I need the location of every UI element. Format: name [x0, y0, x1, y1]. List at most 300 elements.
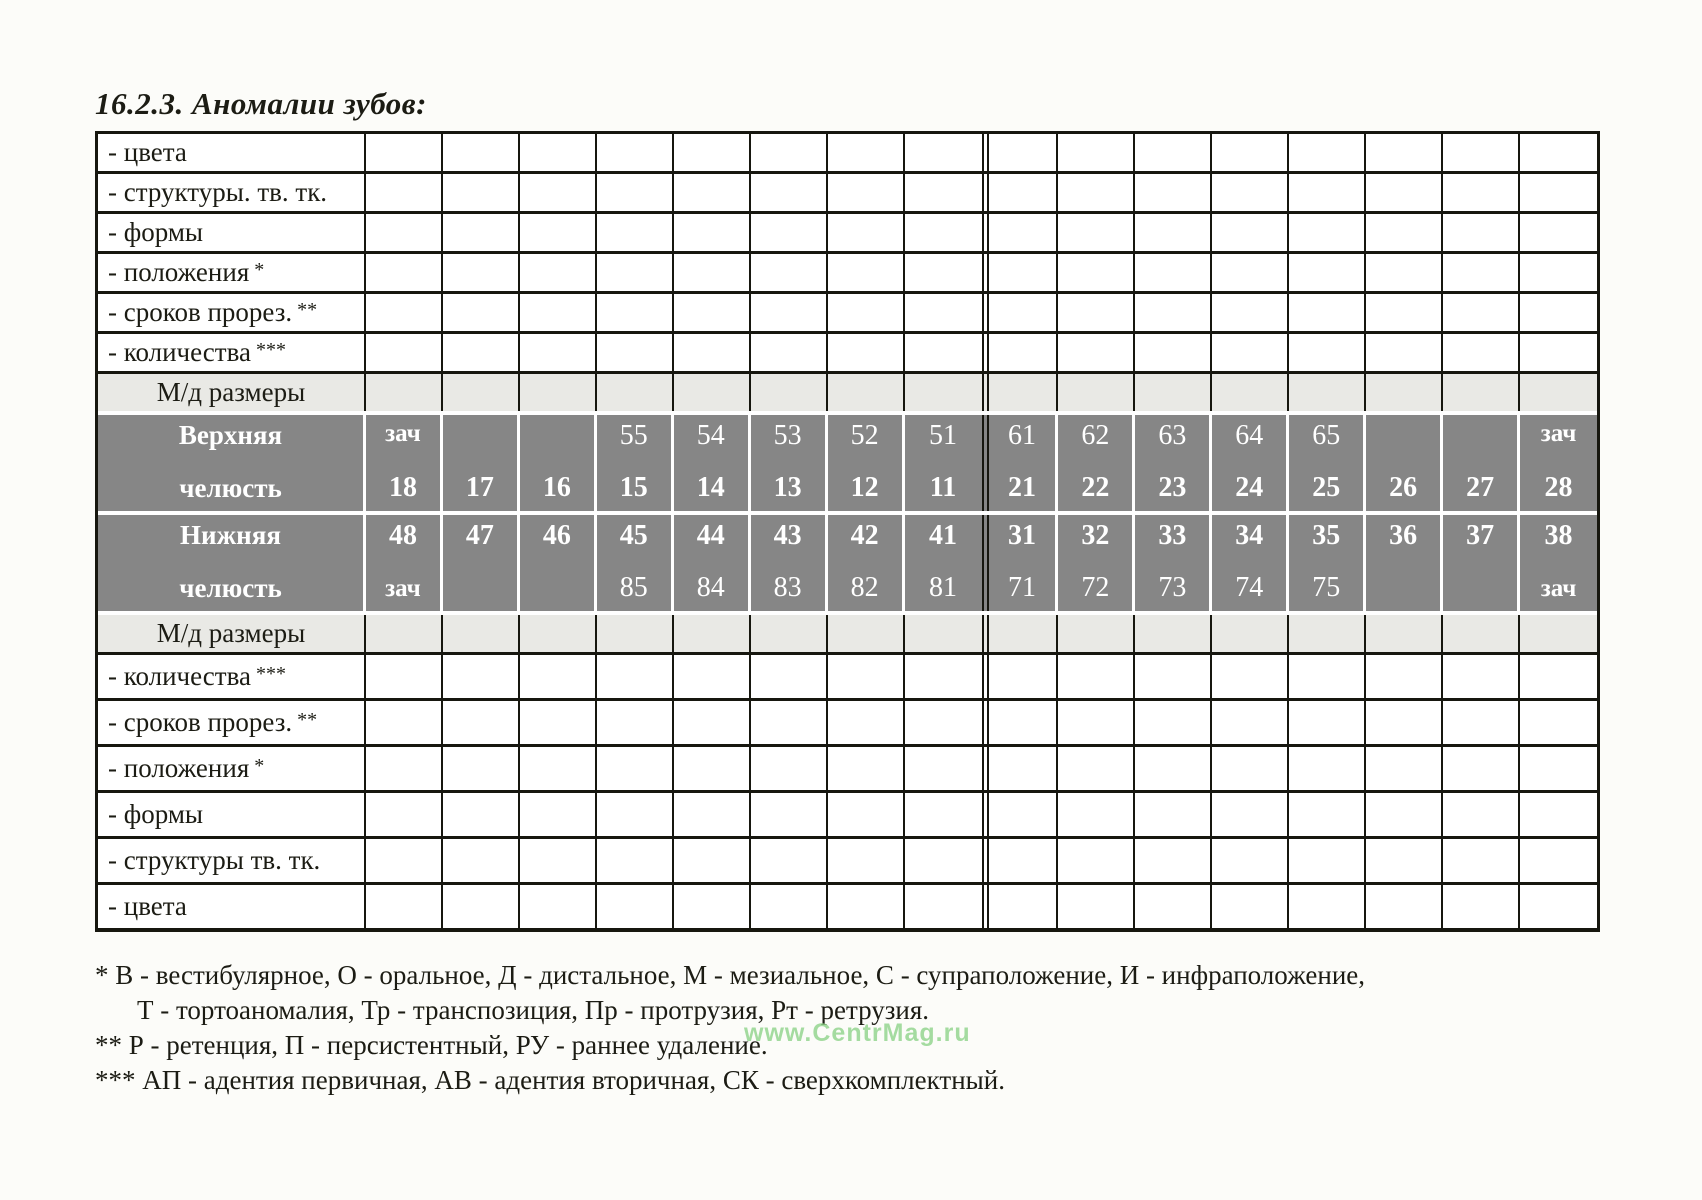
- jaw-label-lower: [98, 515, 366, 611]
- entry-cell: [1058, 655, 1135, 698]
- entry-cell: [1366, 839, 1443, 882]
- entry-cell: [982, 747, 1059, 790]
- tooth-cell: [674, 515, 751, 611]
- tooth-cell: [443, 415, 520, 511]
- footnote-marker: *: [254, 259, 265, 281]
- tooth-number: 42: [850, 520, 879, 551]
- entry-cell: [1289, 885, 1366, 928]
- entry-cell: [674, 615, 751, 652]
- entry-cell: [1212, 615, 1289, 652]
- entry-cell: [366, 294, 443, 331]
- entry-cell: [828, 655, 905, 698]
- tooth-number: 28: [1544, 471, 1573, 503]
- entry-cell: [597, 615, 674, 652]
- entry-cell: [520, 134, 597, 171]
- anomaly-label: - сроков прорез. **: [98, 701, 366, 744]
- entry-cell: [1520, 254, 1597, 291]
- entry-cell: [982, 701, 1059, 744]
- entry-cell: [982, 615, 1059, 652]
- entry-cell: [1212, 294, 1289, 331]
- entry-cell: [751, 615, 828, 652]
- tooth-number: 84: [696, 571, 725, 603]
- entry-cell: [905, 701, 982, 744]
- entry-cell: [828, 701, 905, 744]
- entry-cell: [1135, 747, 1212, 790]
- entry-cell: [1058, 701, 1135, 744]
- entry-cell: [597, 885, 674, 928]
- entry-cell: [597, 374, 674, 411]
- entry-cell: [1289, 701, 1366, 744]
- entry-cell: [1058, 747, 1135, 790]
- entry-cell: [905, 294, 982, 331]
- tooth-cell: [1443, 515, 1520, 611]
- entry-cell: [1212, 885, 1289, 928]
- tooth-cell: [520, 415, 597, 511]
- tooth-cell: [905, 515, 982, 611]
- tooth-number: 74: [1235, 571, 1264, 603]
- tooth-cell: [1366, 515, 1443, 611]
- entry-cell: [905, 374, 982, 411]
- entry-cell: [674, 174, 751, 211]
- entry-cell: [1289, 747, 1366, 790]
- entry-cell: [982, 793, 1059, 836]
- entry-cell: [443, 214, 520, 251]
- entry-cell: [674, 134, 751, 171]
- entry-cell: [905, 885, 982, 928]
- tooth-number: 52: [850, 420, 879, 451]
- entry-cell: [905, 747, 982, 790]
- entry-cell: [1289, 793, 1366, 836]
- entry-cell: [1135, 701, 1212, 744]
- tooth-cell: [1135, 515, 1212, 611]
- entry-cell: [1520, 374, 1597, 411]
- entry-cell: [751, 655, 828, 698]
- entry-cell: [905, 254, 982, 291]
- entry-cell: [1520, 701, 1597, 744]
- tooth-number: 12: [850, 471, 879, 503]
- entry-cell: [1212, 134, 1289, 171]
- tooth-number: 17: [465, 471, 494, 503]
- entry-cell: [982, 174, 1059, 211]
- md-sizes-row: [98, 615, 1597, 655]
- jaw-label-line1: Нижняя: [180, 520, 281, 550]
- tooth-number: 35: [1312, 520, 1341, 551]
- entry-cell: [905, 174, 982, 211]
- anomaly-label: - сроков прорез. **: [98, 294, 366, 331]
- entry-cell: [1366, 701, 1443, 744]
- tooth-cell: [905, 415, 982, 511]
- entry-cell: [1212, 334, 1289, 371]
- entry-cell: [1058, 374, 1135, 411]
- tooth-number: 62: [1081, 420, 1110, 451]
- tooth-number: 32: [1081, 520, 1110, 551]
- anomaly-label: - формы: [98, 793, 366, 836]
- tooth-number: 14: [696, 471, 725, 503]
- entry-cell: [1366, 174, 1443, 211]
- tooth-number: 38: [1544, 520, 1573, 551]
- entry-cell: [751, 839, 828, 882]
- entry-cell: [597, 793, 674, 836]
- entry-cell: [1443, 747, 1520, 790]
- anomaly-row: [98, 214, 1597, 254]
- tooth-number: 37: [1466, 520, 1495, 551]
- tooth-cell: [1520, 515, 1597, 611]
- tooth-cell: [1058, 415, 1135, 511]
- tooth-cell: [366, 515, 443, 611]
- entry-cell: [751, 134, 828, 171]
- entry-cell: [674, 885, 751, 928]
- section-title: 16.2.3. Аномалии зубов:: [95, 86, 427, 121]
- tooth-cell: [982, 515, 1059, 611]
- tooth-number: 16: [542, 471, 571, 503]
- entry-cell: [366, 254, 443, 291]
- entry-cell: [1289, 615, 1366, 652]
- anomaly-label: - количества ***: [98, 334, 366, 371]
- entry-cell: [366, 214, 443, 251]
- entry-cell: [1289, 334, 1366, 371]
- entry-cell: [1058, 294, 1135, 331]
- entry-cell: [443, 294, 520, 331]
- jaw-label-upper: [98, 415, 366, 511]
- entry-cell: [1520, 615, 1597, 652]
- entry-cell: [520, 701, 597, 744]
- entry-cell: [597, 701, 674, 744]
- entry-cell: [751, 793, 828, 836]
- entry-cell: [1135, 214, 1212, 251]
- entry-cell: [674, 334, 751, 371]
- entry-cell: [1289, 294, 1366, 331]
- entry-cell: [597, 214, 674, 251]
- tooth-number: 81: [929, 571, 958, 603]
- entry-cell: [520, 214, 597, 251]
- entry-cell: [751, 174, 828, 211]
- entry-cell: [443, 615, 520, 652]
- tooth-number: 33: [1158, 520, 1187, 551]
- tooth-number: 11: [929, 471, 957, 503]
- tooth-cell: [443, 515, 520, 611]
- tooth-cell: [751, 415, 828, 511]
- watermark-text: www.CentrMag.ru: [744, 1019, 971, 1047]
- entry-cell: [443, 839, 520, 882]
- entry-cell: [366, 839, 443, 882]
- anomaly-row: [98, 885, 1597, 928]
- entry-cell: [520, 254, 597, 291]
- tooth-number: 73: [1158, 571, 1187, 603]
- entry-cell: [982, 134, 1059, 171]
- tooth-number: 85: [619, 571, 648, 603]
- entry-cell: [1443, 839, 1520, 882]
- entry-cell: [366, 615, 443, 652]
- tooth-cell: [366, 415, 443, 511]
- tooth-number: 65: [1312, 420, 1341, 451]
- tooth-number: 43: [773, 520, 802, 551]
- entry-cell: [674, 747, 751, 790]
- entry-cell: [1135, 839, 1212, 882]
- entry-cell: [597, 294, 674, 331]
- footnote-marker: *: [254, 755, 265, 777]
- entry-cell: [982, 655, 1059, 698]
- footnote-positions-1: * В - вестибулярное, О - оральное, Д - дистальное, М - мезиальное, С - супраположение, И - инфраположение,: [95, 960, 1366, 990]
- tooth-number: 21: [1007, 471, 1036, 503]
- entry-cell: [366, 334, 443, 371]
- tooth-cell: [1443, 415, 1520, 511]
- tooth-cell: [1520, 415, 1597, 511]
- entry-cell: [982, 294, 1059, 331]
- tooth-cell: [1212, 415, 1289, 511]
- entry-cell: [597, 839, 674, 882]
- entry-cell: [520, 839, 597, 882]
- entry-cell: [1366, 134, 1443, 171]
- tooth-cell: [1135, 415, 1212, 511]
- entry-cell: [1443, 701, 1520, 744]
- entry-cell: [597, 334, 674, 371]
- entry-cell: [520, 655, 597, 698]
- entry-cell: [1366, 793, 1443, 836]
- dental-anomalies-table: [95, 131, 1600, 932]
- anomaly-row: [98, 134, 1597, 174]
- entry-cell: [443, 174, 520, 211]
- anomaly-row: [98, 701, 1597, 747]
- zach-mark: зач: [1540, 420, 1577, 447]
- jaw-label-line1: Верхняя: [178, 420, 283, 450]
- entry-cell: [443, 334, 520, 371]
- entry-cell: [828, 254, 905, 291]
- entry-cell: [366, 793, 443, 836]
- tooth-number: 34: [1235, 520, 1264, 551]
- footnote-marker: **: [297, 299, 318, 321]
- anomaly-row: [98, 254, 1597, 294]
- tooth-cell: [1366, 415, 1443, 511]
- entry-cell: [443, 747, 520, 790]
- entry-cell: [905, 214, 982, 251]
- anomaly-label: - цвета: [98, 134, 366, 171]
- entry-cell: [1212, 701, 1289, 744]
- entry-cell: [1520, 174, 1597, 211]
- tooth-cell: [1289, 515, 1366, 611]
- entry-cell: [1520, 294, 1597, 331]
- tooth-number: 71: [1007, 571, 1036, 603]
- entry-cell: [1520, 793, 1597, 836]
- jaw-row-lower: [98, 515, 1597, 615]
- entry-cell: [1135, 885, 1212, 928]
- entry-cell: [982, 839, 1059, 882]
- entry-cell: [366, 174, 443, 211]
- entry-cell: [751, 885, 828, 928]
- tooth-number: 53: [773, 420, 802, 451]
- entry-cell: [597, 134, 674, 171]
- entry-cell: [828, 747, 905, 790]
- entry-cell: [751, 747, 828, 790]
- entry-cell: [1520, 747, 1597, 790]
- tooth-cell: [828, 415, 905, 511]
- entry-cell: [828, 374, 905, 411]
- tooth-number: 26: [1389, 471, 1418, 503]
- entry-cell: [1289, 174, 1366, 211]
- footnote-marker: **: [297, 709, 318, 731]
- entry-cell: [674, 793, 751, 836]
- tooth-cell: [597, 515, 674, 611]
- tooth-number: 27: [1466, 471, 1495, 503]
- anomaly-row: [98, 839, 1597, 885]
- tooth-number: 45: [619, 520, 648, 551]
- entry-cell: [1058, 334, 1135, 371]
- entry-cell: [366, 885, 443, 928]
- entry-cell: [1212, 214, 1289, 251]
- tooth-number: 31: [1007, 520, 1036, 551]
- entry-cell: [1366, 334, 1443, 371]
- entry-cell: [1135, 254, 1212, 291]
- tooth-number: 64: [1235, 420, 1264, 451]
- entry-cell: [751, 294, 828, 331]
- entry-cell: [1289, 374, 1366, 411]
- tooth-number: 48: [388, 520, 417, 551]
- entry-cell: [828, 793, 905, 836]
- tooth-number: 13: [773, 471, 802, 503]
- entry-cell: [1443, 174, 1520, 211]
- tooth-number: 82: [850, 571, 879, 603]
- anomaly-label: - структуры тв. тк.: [98, 839, 366, 882]
- entry-cell: [1366, 885, 1443, 928]
- entry-cell: [905, 615, 982, 652]
- entry-cell: [674, 214, 751, 251]
- entry-cell: [1058, 214, 1135, 251]
- entry-cell: [597, 174, 674, 211]
- entry-cell: [828, 615, 905, 652]
- footnote-marker: ***: [255, 663, 286, 685]
- entry-cell: [520, 615, 597, 652]
- entry-cell: [1443, 885, 1520, 928]
- entry-cell: [443, 254, 520, 291]
- entry-cell: [1135, 334, 1212, 371]
- jaw-label-line2: челюсть: [179, 572, 282, 603]
- entry-cell: [1212, 174, 1289, 211]
- tooth-cell: [1289, 415, 1366, 511]
- anomaly-row: [98, 334, 1597, 374]
- entry-cell: [674, 294, 751, 331]
- entry-cell: [1366, 655, 1443, 698]
- entry-cell: [1443, 793, 1520, 836]
- entry-cell: [1520, 655, 1597, 698]
- entry-cell: [1135, 374, 1212, 411]
- footnote-positions-2: Т - тортоаномалия, Тр - транспозиция, Пр - протрузия, Рт - ретрузия.: [137, 995, 930, 1025]
- entry-cell: [1520, 839, 1597, 882]
- anomaly-row: [98, 793, 1597, 839]
- entry-cell: [751, 701, 828, 744]
- entry-cell: [828, 214, 905, 251]
- tooth-number: 54: [696, 420, 725, 451]
- entry-cell: [1443, 374, 1520, 411]
- entry-cell: [1366, 615, 1443, 652]
- entry-cell: [597, 254, 674, 291]
- tooth-number: 15: [619, 471, 648, 503]
- entry-cell: [443, 793, 520, 836]
- entry-cell: [1058, 615, 1135, 652]
- tooth-cell: [828, 515, 905, 611]
- entry-cell: [1289, 214, 1366, 251]
- entry-cell: [1289, 254, 1366, 291]
- entry-cell: [366, 747, 443, 790]
- entry-cell: [751, 254, 828, 291]
- entry-cell: [520, 374, 597, 411]
- entry-cell: [1212, 839, 1289, 882]
- entry-cell: [1443, 615, 1520, 652]
- entry-cell: [828, 334, 905, 371]
- tooth-cell: [597, 415, 674, 511]
- entry-cell: [905, 655, 982, 698]
- tooth-number: 61: [1007, 420, 1036, 451]
- anomaly-label: - положения *: [98, 254, 366, 291]
- md-sizes-label: М/д размеры: [98, 374, 366, 411]
- tooth-number: 24: [1235, 471, 1264, 503]
- anomaly-label: - положения *: [98, 747, 366, 790]
- footnote-eruption: ** Р - ретенция, П - персистентный, РУ - раннее удаление.: [95, 1030, 768, 1060]
- entry-cell: [1520, 885, 1597, 928]
- entry-cell: [674, 655, 751, 698]
- entry-cell: [520, 174, 597, 211]
- entry-cell: [674, 701, 751, 744]
- anomaly-row: [98, 655, 1597, 701]
- tooth-number: 55: [619, 420, 648, 451]
- entry-cell: [1058, 134, 1135, 171]
- entry-cell: [1443, 655, 1520, 698]
- entry-cell: [366, 134, 443, 171]
- tooth-cell: [674, 415, 751, 511]
- entry-cell: [674, 254, 751, 291]
- entry-cell: [1520, 134, 1597, 171]
- entry-cell: [828, 294, 905, 331]
- entry-cell: [905, 839, 982, 882]
- entry-cell: [1212, 655, 1289, 698]
- entry-cell: [443, 374, 520, 411]
- entry-cell: [751, 334, 828, 371]
- tooth-cell: [1058, 515, 1135, 611]
- entry-cell: [1135, 793, 1212, 836]
- entry-cell: [1135, 615, 1212, 652]
- tooth-number: 75: [1312, 571, 1341, 603]
- entry-cell: [520, 885, 597, 928]
- md-sizes-label: М/д размеры: [98, 615, 366, 652]
- entry-cell: [1366, 374, 1443, 411]
- entry-cell: [905, 134, 982, 171]
- entry-cell: [1366, 254, 1443, 291]
- entry-cell: [674, 374, 751, 411]
- entry-cell: [597, 747, 674, 790]
- entry-cell: [1212, 793, 1289, 836]
- anomaly-label: - цвета: [98, 885, 366, 928]
- footnote-quantity: *** АП - адентия первичная, АВ - адентия вторичная, СК - сверхкомплектный.: [95, 1065, 1005, 1095]
- entry-cell: [1212, 374, 1289, 411]
- anomaly-row: [98, 294, 1597, 334]
- tooth-number: 18: [388, 471, 417, 503]
- anomaly-label: - количества ***: [98, 655, 366, 698]
- entry-cell: [1443, 134, 1520, 171]
- entry-cell: [1058, 839, 1135, 882]
- entry-cell: [1058, 793, 1135, 836]
- entry-cell: [443, 885, 520, 928]
- entry-cell: [1135, 294, 1212, 331]
- entry-cell: [520, 747, 597, 790]
- entry-cell: [443, 701, 520, 744]
- md-sizes-row: [98, 374, 1597, 415]
- tooth-number: 25: [1312, 471, 1341, 503]
- jaw-row-upper: [98, 415, 1597, 515]
- entry-cell: [982, 254, 1059, 291]
- entry-cell: [1212, 254, 1289, 291]
- entry-cell: [751, 374, 828, 411]
- entry-cell: [982, 334, 1059, 371]
- zach-mark: зач: [385, 574, 421, 602]
- entry-cell: [366, 655, 443, 698]
